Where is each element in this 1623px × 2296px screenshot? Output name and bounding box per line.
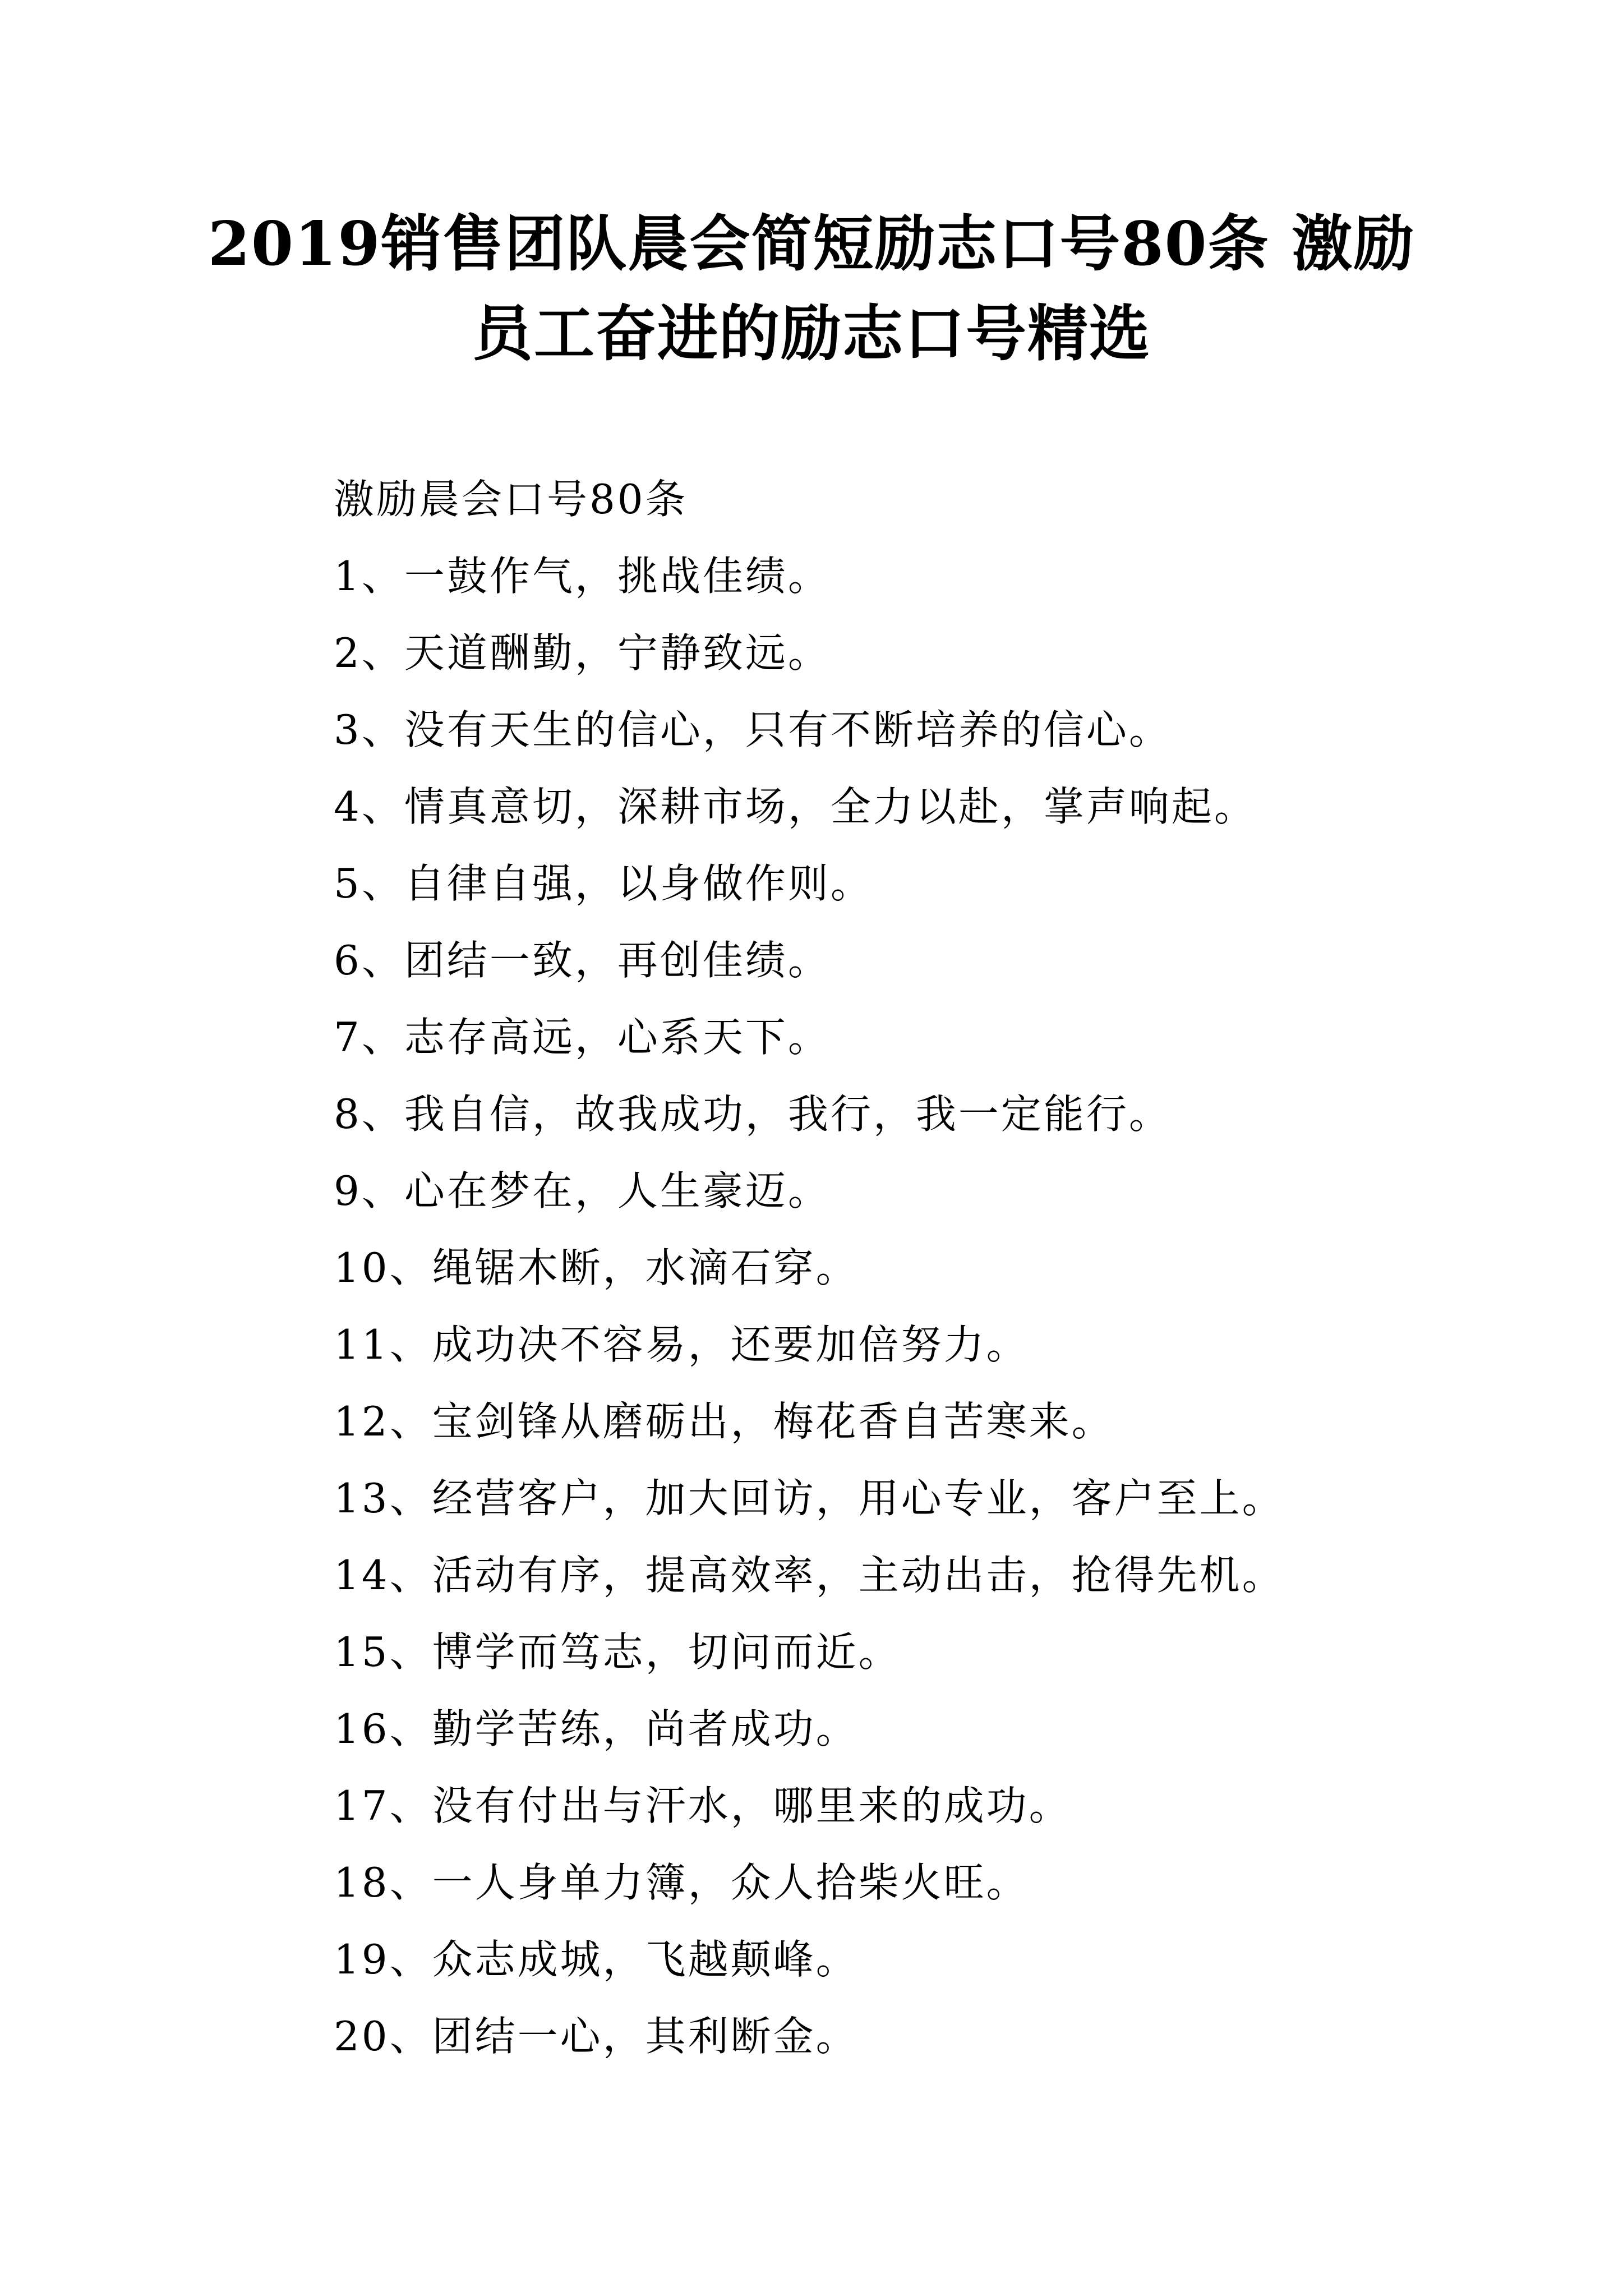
document-title xyxy=(168,199,1455,379)
slogan-text: 我自信，故我成功，我行，我一定能行。 xyxy=(404,1091,1172,1138)
slogan-separator: 、 xyxy=(389,1321,432,1368)
slogan-text: 团结一心，其利断金。 xyxy=(432,2013,859,2060)
slogan-number: 4 xyxy=(334,783,362,830)
slogan-number: 8 xyxy=(334,1091,362,1138)
slogan-separator: 、 xyxy=(389,1628,432,1676)
slogan-separator: 、 xyxy=(361,1091,404,1138)
slogan-number: 3 xyxy=(334,706,362,753)
slogan-item xyxy=(334,932,1511,1009)
slogan-item xyxy=(334,1931,1511,2008)
slogan-item xyxy=(334,1393,1511,1470)
slogan-text: 绳锯木断，水滴石穿。 xyxy=(432,1244,859,1291)
slogan-number: 18 xyxy=(334,1859,390,1906)
section-subheading: 激励晨会口号80条 xyxy=(334,476,688,523)
slogan-item xyxy=(334,1624,1511,1701)
slogan-text: 经营客户，加大回访，用心专业，客户至上。 xyxy=(432,1475,1285,1522)
slogan-text: 没有天生的信心，只有不断培养的信心。 xyxy=(404,706,1172,753)
slogan-separator: 、 xyxy=(389,1859,432,1906)
slogan-number: 2 xyxy=(334,629,362,677)
slogan-separator: 、 xyxy=(361,553,404,600)
slogan-text: 志存高远，心系天下。 xyxy=(404,1014,831,1061)
slogan-separator: 、 xyxy=(389,2013,432,2060)
slogan-item xyxy=(334,855,1511,932)
slogan-separator: 、 xyxy=(361,783,404,830)
slogan-item xyxy=(334,1778,1511,1855)
slogan-text: 情真意切，深耕市场，全力以赴，掌声响起。 xyxy=(404,783,1257,830)
slogan-item xyxy=(334,1701,1511,1778)
slogan-number: 6 xyxy=(334,937,362,984)
slogan-separator: 、 xyxy=(361,706,404,753)
slogan-separator: 、 xyxy=(361,1014,404,1061)
slogan-separator: 、 xyxy=(389,1552,432,1599)
slogan-text: 成功决不容易，还要加倍努力。 xyxy=(432,1321,1029,1368)
slogan-separator: 、 xyxy=(389,1705,432,1752)
slogan-list xyxy=(334,548,1511,2085)
slogan-number: 15 xyxy=(334,1628,390,1676)
slogan-item xyxy=(334,1163,1511,1240)
slogan-number: 9 xyxy=(334,1167,362,1214)
slogan-text: 心在梦在，人生豪迈。 xyxy=(404,1167,831,1214)
slogan-item xyxy=(334,1240,1511,1317)
slogan-item xyxy=(334,625,1511,702)
slogan-separator: 、 xyxy=(361,1167,404,1214)
slogan-text: 博学而笃志，切问而近。 xyxy=(432,1628,901,1676)
slogan-item xyxy=(334,1086,1511,1163)
slogan-item xyxy=(334,1317,1511,1393)
title-line-2: 员工奋进的励志口号精选 xyxy=(472,298,1151,369)
slogan-number: 13 xyxy=(334,1475,390,1522)
slogan-text: 一人身单力簿，众人拾柴火旺。 xyxy=(432,1859,1029,1906)
slogan-item xyxy=(334,1855,1511,1931)
slogan-number: 11 xyxy=(334,1321,390,1368)
slogan-separator: 、 xyxy=(361,937,404,984)
slogan-text: 一鼓作气，挑战佳绩。 xyxy=(404,553,831,600)
slogan-number: 7 xyxy=(334,1014,362,1061)
slogan-separator: 、 xyxy=(361,629,404,677)
slogan-text: 自律自强，以身做作则。 xyxy=(404,860,873,907)
slogan-number: 5 xyxy=(334,860,362,907)
slogan-item xyxy=(334,2008,1511,2085)
slogan-separator: 、 xyxy=(389,1936,432,1983)
slogan-separator: 、 xyxy=(361,860,404,907)
slogan-text: 勤学苦练，尚者成功。 xyxy=(432,1705,859,1752)
slogan-number: 12 xyxy=(334,1398,390,1445)
slogan-item xyxy=(334,779,1511,855)
slogan-text: 团结一致，再创佳绩。 xyxy=(404,937,831,984)
slogan-separator: 、 xyxy=(389,1244,432,1291)
slogan-item xyxy=(334,1470,1511,1547)
slogan-text: 天道酬勤，宁静致远。 xyxy=(404,629,831,677)
slogan-number: 17 xyxy=(334,1782,390,1829)
title-line-1: 2019销售团队晨会简短励志口号80条 激励 xyxy=(208,209,1415,279)
slogan-text: 宝剑锋从磨砺出，梅花香自苦寒来。 xyxy=(432,1398,1114,1445)
slogan-separator: 、 xyxy=(389,1398,432,1445)
slogan-number: 1 xyxy=(334,553,362,600)
slogan-text: 活动有序，提高效率，主动出击，抢得先机。 xyxy=(432,1552,1285,1599)
slogan-item xyxy=(334,548,1511,625)
slogan-item xyxy=(334,1009,1511,1086)
slogan-text: 没有付出与汗水，哪里来的成功。 xyxy=(432,1782,1072,1829)
slogan-text: 众志成城，飞越颠峰。 xyxy=(432,1936,859,1983)
slogan-number: 16 xyxy=(334,1705,390,1752)
slogan-number: 19 xyxy=(334,1936,390,1983)
slogan-item xyxy=(334,702,1511,779)
slogan-number: 20 xyxy=(334,2013,390,2060)
slogan-number: 14 xyxy=(334,1552,390,1599)
slogan-item xyxy=(334,1547,1511,1624)
document-body xyxy=(334,471,1511,2085)
slogan-separator: 、 xyxy=(389,1475,432,1522)
slogan-separator: 、 xyxy=(389,1782,432,1829)
slogan-number: 10 xyxy=(334,1244,390,1291)
